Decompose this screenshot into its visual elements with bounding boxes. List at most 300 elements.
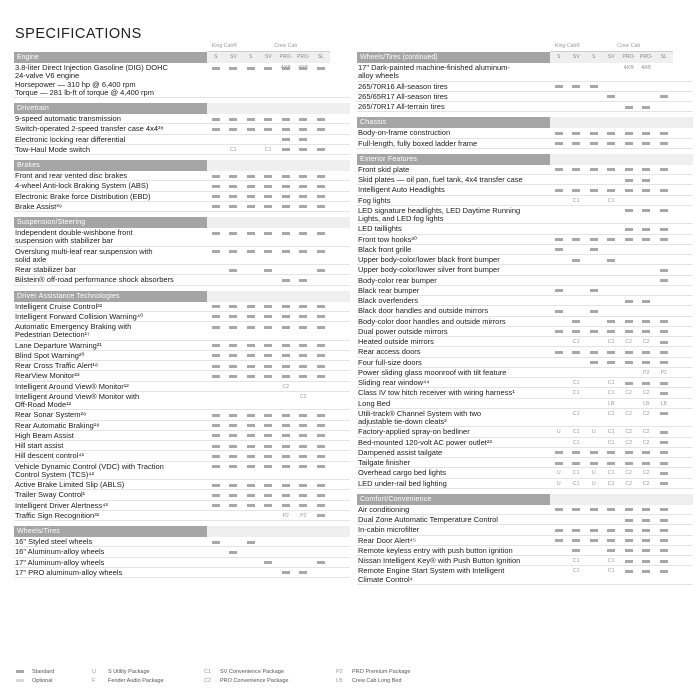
standard-mark [317, 344, 325, 347]
spec-cell [260, 490, 278, 499]
standard-mark [247, 195, 255, 198]
spec-cell [242, 265, 260, 274]
spec-cell [585, 245, 603, 254]
spec-cell [207, 135, 225, 144]
legend-column [92, 668, 164, 686]
spec-cell [585, 175, 603, 184]
standard-mark [642, 549, 650, 552]
spec-cell [312, 410, 330, 419]
spec-label: Rear access doors [358, 347, 421, 357]
standard-mark [229, 365, 237, 368]
standard-mark [264, 67, 272, 70]
spec-label: Upper body-color/lower silver front bumper [358, 265, 500, 275]
standard-mark [299, 344, 307, 347]
spec-cell [550, 525, 568, 534]
spec-cell [655, 327, 673, 336]
standard-mark [264, 185, 272, 188]
table-header [14, 42, 350, 63]
spec-cell [568, 235, 586, 244]
spec-cell [638, 296, 656, 305]
spec-cell: U [591, 429, 596, 436]
section-title: Drivetrain [14, 103, 207, 114]
spec-row [357, 378, 693, 388]
standard-mark [282, 465, 290, 468]
standard-mark [247, 375, 255, 378]
spec-label: Fog lights [358, 195, 391, 205]
spec-cell [585, 438, 603, 447]
standard-mark [212, 375, 220, 378]
standard-mark [264, 315, 272, 318]
spec-cell [225, 392, 243, 401]
spec-label: Upper body-color/lower black front bumper [358, 255, 500, 264]
legend-item [336, 677, 410, 686]
spec-cell [655, 347, 673, 356]
spec-cell [655, 438, 673, 447]
spec-cell [207, 202, 225, 211]
standard-mark [642, 529, 650, 532]
spec-cell [655, 175, 673, 184]
spec-cell [260, 181, 278, 190]
spec-cells [550, 102, 673, 111]
standard-mark [590, 351, 598, 354]
spec-cell [655, 388, 673, 397]
standard-mark [282, 148, 290, 151]
spec-row [357, 224, 693, 234]
spec-cell [655, 358, 673, 367]
standard-mark [264, 305, 272, 308]
standard-mark [212, 445, 220, 448]
trim-label: SL [660, 54, 667, 60]
spec-cell [638, 139, 656, 148]
standard-mark [642, 179, 650, 182]
spec-cells [550, 337, 673, 346]
spec-cell [585, 317, 603, 326]
standard-mark [299, 148, 307, 151]
standard-mark [299, 305, 307, 308]
spec-row [14, 558, 350, 568]
spec-cell [295, 302, 313, 311]
standard-mark [555, 351, 563, 354]
spec-cell: C1 [607, 558, 615, 564]
standard-mark [572, 189, 580, 192]
spec-row [357, 92, 693, 102]
spec-cell [225, 410, 243, 419]
spec-cells [550, 317, 673, 326]
spec-cell [207, 462, 225, 471]
spec-cell [312, 312, 330, 321]
standard-mark [212, 434, 220, 437]
section-header [357, 117, 693, 128]
spec-cell: C2 [282, 383, 290, 390]
spec-cell [295, 371, 313, 380]
spec-cell [655, 235, 673, 244]
spec-cell [568, 102, 586, 111]
spec-row [357, 505, 693, 515]
spec-row [357, 566, 693, 585]
section-header-fill [550, 154, 693, 165]
spec-cell [550, 206, 568, 215]
legend-item [204, 668, 288, 677]
spec-cell [225, 228, 243, 237]
spec-cell [277, 451, 295, 460]
spec-cell [638, 185, 656, 194]
spec-cell [242, 351, 260, 360]
spec-cell: C1 [572, 558, 580, 564]
standard-mark [212, 541, 220, 544]
spec-row [357, 468, 693, 478]
standard-mark [212, 494, 220, 497]
legend-column [16, 668, 54, 686]
standard-mark [212, 484, 220, 487]
spec-cell [312, 228, 330, 237]
spec-cell [638, 556, 656, 565]
spec-cells [207, 441, 330, 450]
standard-mark [555, 189, 563, 192]
spec-cell [312, 451, 330, 460]
spec-cell [260, 114, 278, 123]
spec-row [357, 317, 693, 327]
spec-cells [550, 235, 673, 244]
spec-cell [603, 286, 621, 295]
spec-row [357, 306, 693, 316]
spec-cell [585, 337, 603, 346]
spec-cell [277, 181, 295, 190]
spec-cell [550, 265, 568, 274]
trim-labels [207, 52, 242, 63]
spec-cell [568, 327, 586, 336]
spec-label: Bilstein® off-road performance shock absorbers [15, 275, 174, 285]
standard-mark [555, 132, 563, 135]
spec-cell: C2 [625, 339, 633, 345]
spec-cell [638, 546, 656, 555]
spec-cells [207, 547, 330, 556]
spec-cell [207, 63, 225, 72]
standard-mark [625, 179, 633, 182]
spec-cell [295, 322, 313, 331]
section-header-fill [207, 526, 350, 537]
spec-cell [550, 276, 568, 285]
spec-cell [603, 448, 621, 457]
spec-cell [638, 63, 656, 72]
standard-mark [642, 361, 650, 364]
standard-mark [264, 250, 272, 253]
spec-cell: C2 [625, 390, 633, 397]
spec-cell [207, 302, 225, 311]
standard-mark [264, 484, 272, 487]
spec-cell [207, 568, 225, 577]
spec-cell [655, 255, 673, 264]
spec-row [357, 63, 693, 82]
spec-cells [207, 451, 330, 460]
spec-cell [225, 421, 243, 430]
spec-cell [295, 421, 313, 430]
spec-cell [242, 192, 260, 201]
spec-cell [603, 358, 621, 367]
spec-cell: C1 [607, 380, 615, 386]
spec-cell [603, 224, 621, 233]
legend-text: SV Convenience Package [220, 669, 284, 675]
standard-mark [607, 189, 615, 192]
spec-cell [585, 224, 603, 233]
spec-row [357, 458, 693, 468]
spec-cells [550, 255, 673, 264]
spec-cell [242, 145, 260, 154]
standard-mark [229, 504, 237, 507]
spec-cell [550, 306, 568, 315]
standard-mark [282, 315, 290, 318]
standard-mark [555, 168, 563, 171]
spec-label: Dual power outside mirrors [358, 326, 448, 336]
standard-mark [264, 269, 272, 272]
spec-cell [585, 265, 603, 274]
spec-row [14, 351, 350, 361]
standard-mark [247, 305, 255, 308]
spec-row [357, 206, 693, 225]
spec-cell [620, 102, 638, 111]
spec-cell [585, 378, 603, 387]
spec-cell [207, 145, 225, 154]
spec-cell [260, 371, 278, 380]
spec-cell [655, 427, 673, 436]
spec-cells [550, 245, 673, 254]
spec-cell [638, 92, 656, 101]
standard-mark [572, 451, 580, 454]
standard-mark [317, 128, 325, 131]
spec-cell [295, 265, 313, 274]
spec-cell [260, 312, 278, 321]
spec-cell [260, 322, 278, 331]
spec-cell [312, 124, 330, 133]
spec-cell [603, 546, 621, 555]
spec-cells [207, 275, 330, 284]
trim-labels [585, 52, 673, 71]
spec-cell [585, 566, 603, 575]
spec-cell [225, 480, 243, 489]
spec-cells [207, 382, 330, 391]
spec-row [14, 410, 350, 420]
spec-label: Trailer Sway Control¹ [15, 490, 86, 500]
spec-cell [277, 410, 295, 419]
spec-cell [620, 206, 638, 215]
spec-cell [295, 114, 313, 123]
spec-cell [585, 327, 603, 336]
spec-row [357, 235, 693, 245]
spec-cell [260, 537, 278, 546]
spec-cell [585, 128, 603, 137]
spec-row [357, 296, 693, 306]
section-title: Brakes [14, 160, 207, 171]
standard-mark [660, 529, 668, 532]
standard-mark [299, 67, 307, 70]
spec-cells [207, 410, 330, 419]
spec-cell [603, 525, 621, 534]
spec-cell [312, 351, 330, 360]
spec-cell [225, 547, 243, 556]
standard-mark [282, 375, 290, 378]
spec-cell [277, 431, 295, 440]
spec-cell [225, 124, 243, 133]
spec-cell [277, 135, 295, 144]
standard-mark [264, 424, 272, 427]
standard-mark [247, 315, 255, 318]
spec-cell [225, 451, 243, 460]
standard-mark [660, 95, 668, 98]
spec-cell [207, 410, 225, 419]
spec-cell [225, 537, 243, 546]
spec-cell [568, 224, 586, 233]
standard-mark [607, 238, 615, 241]
standard-mark [625, 508, 633, 511]
spec-row [14, 322, 350, 341]
spec-cell [655, 139, 673, 148]
spec-row [14, 63, 350, 98]
spec-cell [225, 341, 243, 350]
spec-label: Overslung multi-leaf rear suspension with solid axle [15, 246, 153, 264]
spec-label: 17" PRO aluminum-alloy wheels [15, 567, 123, 577]
standard-mark [212, 175, 220, 178]
spec-cell [568, 515, 586, 524]
spec-label: Power sliding glass moonroof with tilt feature [358, 367, 507, 377]
spec-row [357, 139, 693, 149]
spec-cell [620, 82, 638, 91]
spec-row [357, 536, 693, 546]
spec-cell [207, 124, 225, 133]
legend-text: Optional [32, 678, 53, 684]
spec-cell [277, 322, 295, 331]
legend-text: Fender Audio Package [108, 678, 164, 684]
standard-mark [264, 561, 272, 564]
spec-cell [655, 515, 673, 524]
spec-cell: LB [643, 400, 650, 407]
spec-cell [603, 82, 621, 91]
spec-row [357, 82, 693, 92]
spec-label: 16" Styled steel wheels [15, 537, 93, 546]
standard-mark [229, 414, 237, 417]
standard-mark [572, 462, 580, 465]
spec-cell [312, 171, 330, 180]
spec-cell [295, 501, 313, 510]
spec-cell: C2 [625, 480, 633, 487]
standard-mark [590, 310, 598, 313]
spec-cells [550, 347, 673, 356]
standard-mark [572, 549, 580, 552]
spec-cell [638, 196, 656, 205]
spec-cell [655, 265, 673, 274]
spec-cell [550, 358, 568, 367]
spec-cell [655, 479, 673, 488]
spec-label: High Beam Assist [15, 430, 74, 440]
spec-cell [242, 462, 260, 471]
standard-mark [660, 570, 668, 573]
spec-cells [550, 566, 673, 575]
section-header-fill [207, 160, 350, 171]
spec-cells [550, 556, 673, 565]
standard-mark [555, 451, 563, 454]
standard-mark [282, 279, 290, 282]
standard-mark [229, 434, 237, 437]
spec-cell [655, 556, 673, 565]
standard-mark [282, 504, 290, 507]
spec-label: Full-length, fully boxed ladder frame [358, 138, 478, 148]
spec-cell: C1 [572, 380, 580, 386]
spec-cells [550, 185, 673, 194]
spec-cells [550, 399, 673, 408]
standard-mark [625, 209, 633, 212]
spec-cell [277, 547, 295, 556]
standard-mark [625, 320, 633, 323]
spec-cells [207, 171, 330, 180]
standard-mark [212, 195, 220, 198]
spec-cell [550, 327, 568, 336]
spec-label: Vehicle Dynamic Control (VDC) with Traction Control System (TCS)⁴² [15, 461, 164, 479]
standard-mark [642, 228, 650, 231]
standard-mark [247, 484, 255, 487]
spec-row [14, 480, 350, 490]
spec-cell [620, 358, 638, 367]
spec-cell [207, 275, 225, 284]
spec-cell [655, 337, 673, 346]
standard-mark [317, 365, 325, 368]
spec-cell: U [556, 480, 561, 487]
spec-label: Hill descent control⁴¹ [15, 451, 85, 461]
standard-mark [264, 494, 272, 497]
spec-cell [207, 558, 225, 567]
spec-cell [638, 378, 656, 387]
spec-cell [312, 382, 330, 391]
spec-cell [295, 145, 313, 154]
standard-mark [555, 330, 563, 333]
standard-mark [317, 195, 325, 198]
spec-cell: C2 [642, 429, 650, 436]
spec-cell [568, 525, 586, 534]
spec-cell [585, 515, 603, 524]
spec-cell [655, 206, 673, 215]
spec-cell [277, 558, 295, 567]
spec-row [14, 124, 350, 134]
spec-cell [550, 128, 568, 137]
standard-mark [660, 462, 668, 465]
spec-cells [550, 536, 673, 545]
spec-row [14, 312, 350, 322]
standard-mark [317, 250, 325, 253]
spec-cell [603, 327, 621, 336]
spec-cell [260, 511, 278, 520]
standard-mark [317, 434, 325, 437]
standard-mark [299, 571, 307, 574]
spec-cell [260, 568, 278, 577]
spec-row [357, 337, 693, 347]
spec-cell [655, 82, 673, 91]
spec-cell [277, 114, 295, 123]
legend-code: P2 [336, 669, 343, 675]
standard-mark [212, 455, 220, 458]
spec-cell [550, 255, 568, 264]
standard-mark [590, 529, 598, 532]
spec-cells [207, 302, 330, 311]
spec-cell [242, 302, 260, 311]
spec-cell [242, 410, 260, 419]
standard-mark [212, 250, 220, 253]
spec-cell [568, 206, 586, 215]
spec-cell [550, 409, 568, 418]
spec-cell: C1 [607, 439, 615, 446]
legend-text: S Utility Package [108, 669, 150, 675]
standard-mark [247, 434, 255, 437]
spec-label: Rear Sonar System²⁸ [15, 410, 87, 420]
standard-mark [607, 351, 615, 354]
spec-cell: U [591, 470, 596, 477]
standard-mark [264, 504, 272, 507]
